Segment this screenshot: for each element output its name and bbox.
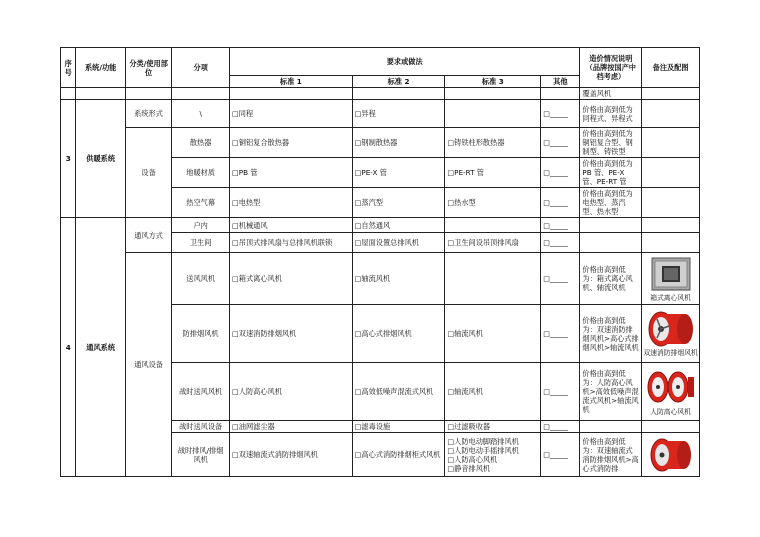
heating-floor-s2: □PE-X 管 [352, 158, 445, 188]
header-category: 分类/使用部位 [125, 48, 171, 88]
vent-bath-s1: □吊顶式排风扇与总排风机联锁 [230, 233, 353, 253]
supply-image-caption: 箱式离心风机 [650, 293, 691, 302]
heating-seq: 3 [61, 100, 76, 218]
heating-rad-item: 散热器 [172, 128, 230, 158]
heating-rad-s3: □铸铁柱形散热器 [445, 128, 541, 158]
vent-indoor-other: □_____ [541, 218, 580, 233]
vent-smoke-s3: □轴流风机 [445, 305, 541, 363]
vent-smoke-item: 防排烟风机 [172, 305, 230, 363]
vent-supply-s1: □箱式离心风机 [230, 253, 353, 305]
heating-floor-item: 地暖材质 [172, 158, 230, 188]
heating-system: 供暖系统 [76, 100, 125, 218]
vent-smoke-s1: □双速消防排烟风机 [230, 305, 353, 363]
heating-curtain-cost: 价格由高到低为电热型、蒸汽型、热水型 [580, 188, 642, 218]
header-cost: 造价情况说明（品牌按国产中档考虑） [580, 48, 642, 88]
vent-smoke-cost: 价格由高到低为：双速消防排烟风机>高心式排烟风机>轴流风机 [580, 305, 642, 363]
vent-bath-s3: □卫生间设吊顶排风扇 [445, 233, 541, 253]
misc-cost-note: 覆盖风机 [580, 88, 642, 100]
vent-war-supply-s3: □轴流风机 [445, 363, 541, 421]
war-exhaust-option: □人防电动脚踏排风机 [447, 436, 519, 446]
vent-war-exhaust-s1: □双速轴流式消防排烟风机 [230, 433, 353, 477]
header-notes: 备注及配图 [642, 48, 700, 88]
requirements-table [60, 47, 700, 477]
heating-curtain-other: □_____ [541, 188, 580, 218]
heating-curtain-s3: □热水型 [445, 188, 541, 218]
war-exhaust-option: □人防电动手摇排风机 [447, 445, 519, 455]
header-system: 系统/功能 [76, 48, 125, 88]
header-other: 其他 [541, 76, 580, 88]
header-requirements: 要求或做法 [230, 48, 580, 76]
vent-bath-other: □_____ [541, 233, 580, 253]
axial-smoke-fan-image [647, 310, 695, 348]
vent-war-equip-s3: □过滤吸收器 [445, 421, 541, 433]
vent-supply-s2: □轴流风机 [352, 253, 445, 305]
vent-war-exhaust-cost: 价格由高到低为：双速轴流式消防排烟风机>高心式消防排 [580, 433, 642, 477]
vent-war-supply-s1: □人防高心风机 [230, 363, 353, 421]
heating-rad-cost: 价格由高到低为铜铝复合型、钢制型、铸铁型 [580, 128, 642, 158]
heating-floor-other: □_____ [541, 158, 580, 188]
heating-rad-s1: □铜铝复合散热器 [230, 128, 353, 158]
vent-system: 通风系统 [76, 218, 125, 477]
heating-floor-s1: □PB 管 [230, 158, 353, 188]
vent-war-equip-item: 战时送风设备 [172, 421, 230, 433]
vent-bath-item: 卫生间 [172, 233, 230, 253]
war-supply-image-caption: 人防高心风机 [650, 407, 691, 416]
war-exhaust-option: □静音排风机 [447, 463, 491, 473]
vent-war-supply-item: 战时送风风机 [172, 363, 230, 421]
vent-mode-category: 通风方式 [125, 218, 171, 253]
vent-seq: 4 [61, 218, 76, 477]
header-seq: 序号 [61, 48, 76, 88]
vent-war-supply-s2: □高效低噪声混流式风机 [352, 363, 445, 421]
vent-war-supply-other: □_____ [541, 363, 580, 421]
heating-rad-other: □_____ [541, 128, 580, 158]
vent-war-supply-cost: 价格由高到低为：人防高心风机>高效低噪声混流式风机>轴流风机 [580, 363, 642, 421]
heating-equip-category: 设备 [125, 128, 171, 218]
vent-war-exhaust-s3 [445, 433, 541, 477]
heating-form-s1: □同程 [230, 100, 353, 128]
heating-form-s2: □异程 [352, 100, 445, 128]
vent-war-exhaust-s2: □高心式消防排烟柜式风机 [352, 433, 445, 477]
vent-equip-category: 通风设备 [125, 253, 171, 477]
heating-form-cost: 价格由高到低为同程式、异程式 [580, 100, 642, 128]
vent-war-equip-other: □_____ [541, 421, 580, 433]
vent-indoor-s1: □机械通风 [230, 218, 353, 233]
smoke-image-caption: 双速消防排烟风机 [643, 348, 698, 357]
vent-war-exhaust-other: □_____ [541, 433, 580, 477]
heating-curtain-item: 热空气幕 [172, 188, 230, 218]
vent-supply-other: □_____ [541, 253, 580, 305]
vent-supply-item: 送风风机 [172, 253, 230, 305]
axial-fan-image [648, 436, 694, 474]
vent-indoor-item: 户内 [172, 218, 230, 233]
heating-curtain-s2: □蒸汽型 [352, 188, 445, 218]
header-item: 分项 [172, 48, 230, 88]
heating-curtain-s1: □电热型 [230, 188, 353, 218]
vent-indoor-s2: □自然通风 [352, 218, 445, 233]
vent-bath-s2: □屋面设置总排风机 [352, 233, 445, 253]
heating-floor-cost: 价格由高到低为 PB 管、PE-X 管、PE-RT 管 [580, 158, 642, 188]
vent-supply-cost: 价格由高到低为：箱式离心风机、轴流风机 [580, 253, 642, 305]
war-exhaust-option: □人防高心风机 [447, 454, 498, 464]
vent-war-equip-s2: □滤毒设施 [352, 421, 445, 433]
header-std3: 标准 3 [445, 76, 541, 88]
vent-smoke-other: □_____ [541, 305, 580, 363]
heating-form-category: 系统形式 [125, 100, 171, 128]
civil-defense-fan-image [646, 367, 696, 407]
box-centrifugal-fan-image [649, 255, 693, 293]
heating-form-item: \ [172, 100, 230, 128]
heating-rad-s2: □钢制散热器 [352, 128, 445, 158]
vent-war-equip-s1: □油网滤尘器 [230, 421, 353, 433]
header-std2: 标准 2 [352, 76, 445, 88]
heating-form-other: □_____ [541, 100, 580, 128]
header-std1: 标准 1 [230, 76, 353, 88]
heating-floor-s3: □PE-RT 管 [445, 158, 541, 188]
vent-war-exhaust-item: 战时排风/排烟风机 [172, 433, 230, 477]
vent-smoke-s2: □高心式排烟风机 [352, 305, 445, 363]
